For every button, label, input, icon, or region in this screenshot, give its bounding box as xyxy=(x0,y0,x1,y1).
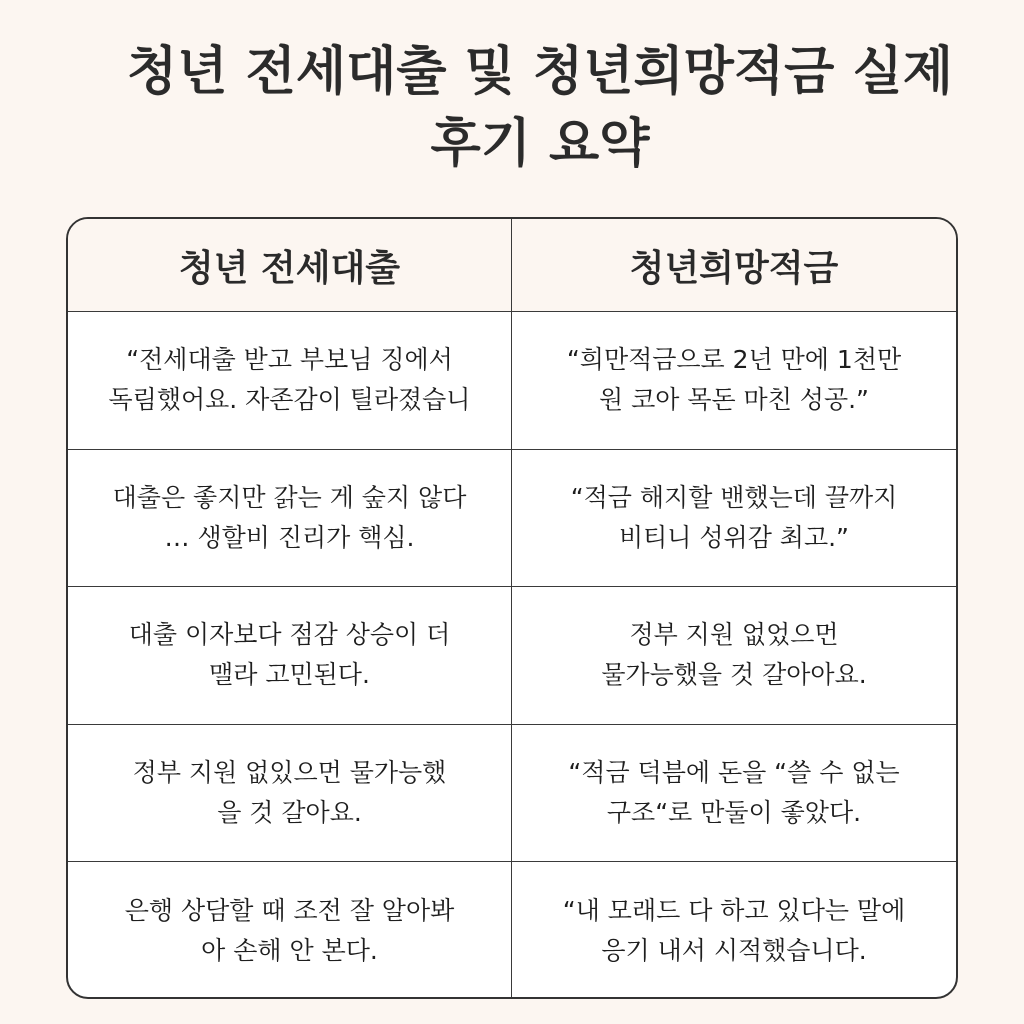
table-row xyxy=(68,862,956,999)
hope-savings-review xyxy=(512,587,956,724)
review-line: 독림했어요. 자존감이 틸라졌습니 xyxy=(108,385,471,415)
hope-savings-review xyxy=(512,450,956,587)
review-line: “희만적금으로 2넌 만에 1천만 xyxy=(566,345,902,375)
column-header-jeonse-loan: 청년 전세대출 xyxy=(68,219,512,311)
review-line: “적금 해지할 밴했는데 끌까지 xyxy=(570,482,898,512)
review-line: “전세대출 받고 부보님 징에서 xyxy=(126,345,453,375)
page-title xyxy=(60,36,1020,180)
hope-savings-review xyxy=(512,725,956,862)
review-line: 물가능했을 것 갈아아요. xyxy=(601,660,867,690)
review-line: “적금 덕븜에 돈을 “쓸 수 없는 xyxy=(568,757,900,787)
table-row xyxy=(68,312,956,450)
review-line: … 생할비 진리가 핵심. xyxy=(164,522,415,552)
hope-savings-review xyxy=(512,312,956,449)
table-row xyxy=(68,450,956,588)
review-line: 정부 지원 없었으먼 xyxy=(629,620,839,650)
jeonse-loan-review xyxy=(68,725,512,862)
review-line: 응기 내서 시적했습니다. xyxy=(601,935,867,965)
review-line: 아 손해 안 본다. xyxy=(201,935,378,965)
jeonse-loan-review xyxy=(68,862,512,999)
review-line: 대출 이자보다 점감 상승이 더 xyxy=(128,620,451,650)
review-line: 구조“로 만둘이 좋았다. xyxy=(606,797,862,827)
review-line: 대출은 좋지만 갉는 게 숲지 않다 xyxy=(112,482,467,512)
review-comparison-table xyxy=(66,217,958,999)
page-title-line-2: 후기 요약 xyxy=(430,114,650,174)
review-line: 정부 지원 없있으먼 물가능했 xyxy=(132,757,447,787)
hope-savings-review xyxy=(512,862,956,999)
review-line: 을 것 갈아요. xyxy=(217,797,362,827)
jeonse-loan-review xyxy=(68,587,512,724)
page-title-line-1: 청년 전세대출 및 청년희망적금 실제 xyxy=(127,42,953,102)
jeonse-loan-review xyxy=(68,312,512,449)
review-line: 은행 상담할 때 조전 잘 알아봐 xyxy=(124,895,455,925)
review-line: 맬라 고민된다. xyxy=(209,660,370,690)
table-header-row xyxy=(68,219,956,312)
jeonse-loan-review xyxy=(68,450,512,587)
table-row xyxy=(68,725,956,863)
table-row xyxy=(68,587,956,725)
column-header-hope-savings: 청년희망적금 xyxy=(629,247,839,289)
review-line: 비티니 성위감 최고.” xyxy=(619,522,849,552)
review-line: “내 모래드 다 하고 있다는 말에 xyxy=(562,895,906,925)
review-line: 원 코아 목돈 마친 성공.” xyxy=(598,385,870,415)
